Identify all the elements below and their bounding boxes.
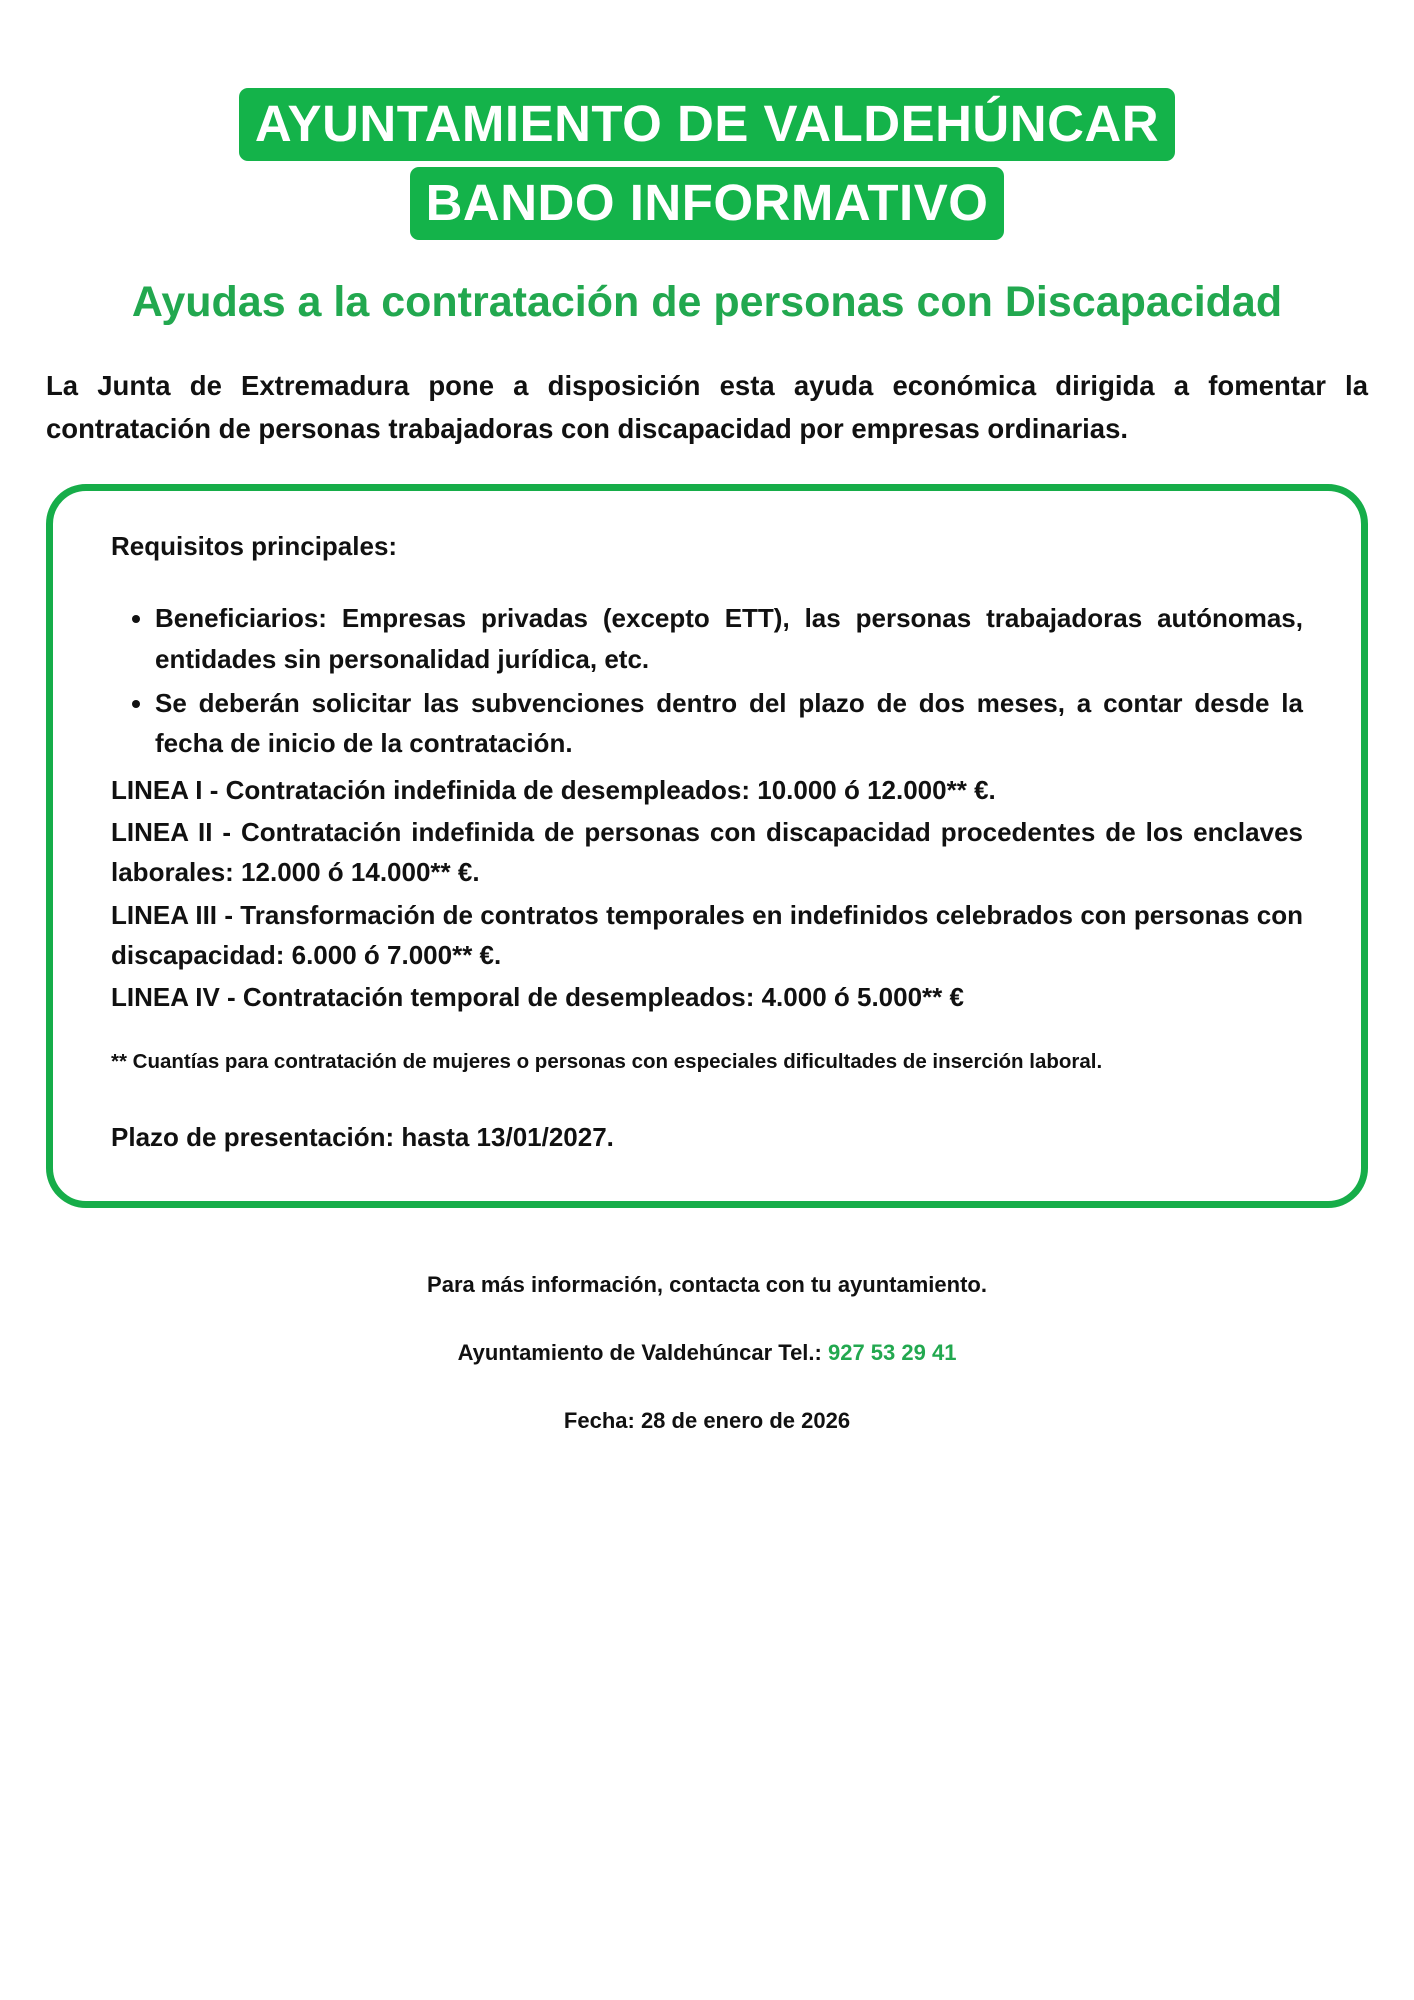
- publication-date: Fecha: 28 de enero de 2026: [563, 1408, 851, 1434]
- page-title: Ayudas a la contratación de personas con Discapacidad: [131, 278, 1283, 327]
- banner-line-2: [46, 161, 1368, 240]
- linea-2: LINEA II - Contratación indefinida de personas con discapacidad procedentes de los enclaves laborales: 12.000 ó 14.000** €.: [111, 816, 1303, 888]
- contact-line: [46, 1340, 1368, 1366]
- requirements-box: [46, 484, 1368, 1208]
- deadline-text: Plazo de presentación: hasta 13/01/2027.: [111, 1122, 614, 1153]
- linea-3: LINEA III - Transformación de contratos temporales en indefinidos celebrados con personas con discapacidad: 6.000 ó 7.000** €.: [111, 899, 1303, 970]
- linea-1: LINEA I - Contratación indefinida de desempleados: 10.000 ó 12.000** €.: [111, 774, 996, 805]
- phone-number: 927 53 29 41: [827, 1340, 957, 1366]
- intro-paragraph: La Junta de Extremadura pone a disposición esta ayuda económica dirigida a fomentar la contratación de personas trabajadoras con discapacidad por empresas ordinarias.: [46, 370, 1368, 444]
- list-item: • Se deberán solicitar las subvenciones dentro del plazo de dos meses, a contar desde la fecha de inicio de la contratación.: [155, 683, 1303, 764]
- list-item: • Beneficiarios: Empresas privadas (excepto ETT), las personas trabajadoras autónomas, entidades sin personalidad jurídica, etc.: [155, 598, 1303, 679]
- footnote: ** Cuantías para contratación de mujeres o personas con especiales dificultades de inserción laboral.: [111, 1050, 1103, 1074]
- more-info-text: Para más información, contacta con tu ayuntamiento.: [427, 1272, 987, 1298]
- contact-label: Ayuntamiento de Valdehúncar Tel.:: [457, 1340, 828, 1366]
- header-banner: [46, 88, 1368, 240]
- document-footer: [46, 1272, 1368, 1434]
- banner-line-1: [46, 88, 1368, 161]
- requirements-heading: Requisitos principales:: [111, 531, 398, 562]
- requirements-list: [111, 598, 1303, 763]
- linea-4: LINEA IV - Contratación temporal de desempleados: 4.000 ó 5.000** €: [111, 982, 964, 1013]
- town-hall-title: AYUNTAMIENTO DE VALDEHÚNCAR: [239, 88, 1175, 161]
- bando-subtitle: BANDO INFORMATIVO: [410, 167, 1005, 240]
